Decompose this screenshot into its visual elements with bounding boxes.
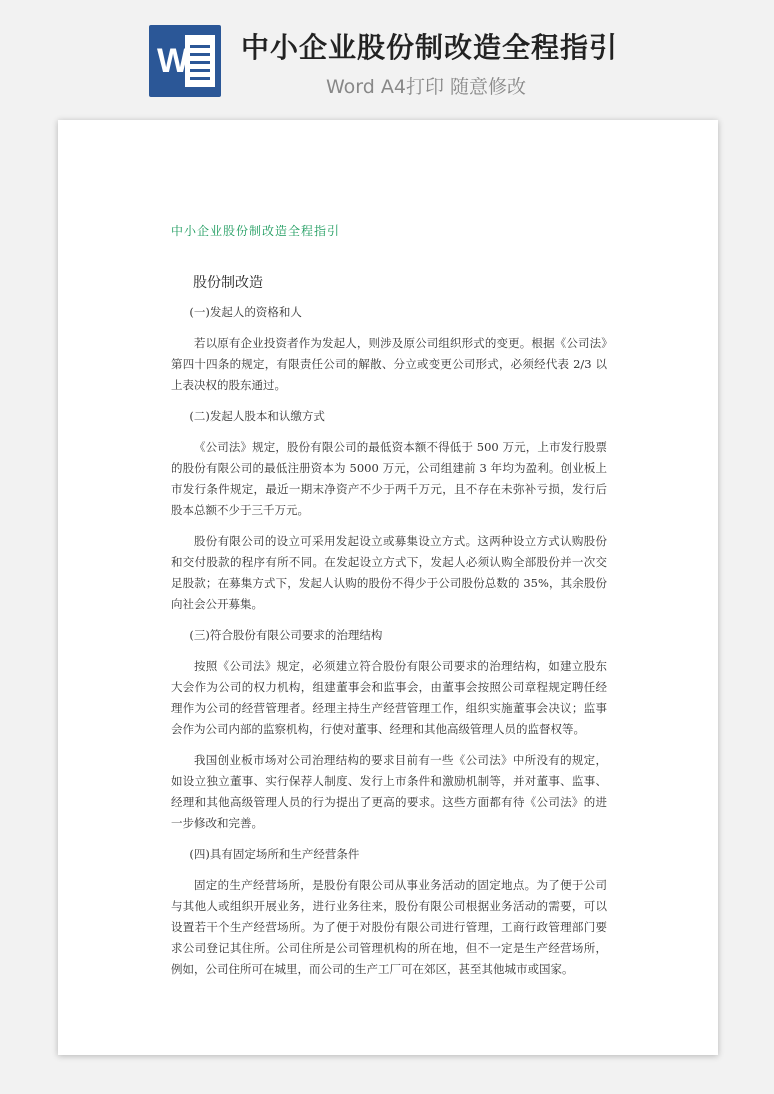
paragraph: 若以原有企业投资者作为发起人，则涉及原公司组织形式的变更。根据《公司法》第四十四条的规定，有限责任公司的解散、分立或变更公司形式，必须经代表 2/3 以上表决权的股东通过。	[171, 336, 607, 392]
word-icon-page	[185, 35, 215, 87]
paragraph: 股份有限公司的设立可采用发起设立或募集设立方式。这两种设立方式认购股份和交付股款的程序有所不同。在发起设立方式下，发起人必须认购全部股份并一次交足股款；在募集方式下，发起人认购的股份不得少于公司股份总数的 35%，其余股份向社会公开募集。	[171, 534, 607, 611]
subsection-heading: (三)符合股份有限公司要求的治理结构	[189, 628, 383, 642]
subsection-heading: (四)具有固定场所和生产经营条件	[189, 847, 360, 861]
page-title: 中小企业股份制改造全程指引	[241, 31, 619, 64]
document-page	[58, 120, 718, 1055]
paragraph: 按照《公司法》规定，必须建立符合股份有限公司要求的治理结构，如建立股东大会作为公司的权力机构，组建董事会和监事会，由董事会按照公司章程规定聘任经理作为公司的经营管理者。经理主持生产经营管理工作，组织实施董事会决议；监事会作为公司内部的监察机构，行使对董事、经理和其他高级管理人员的监督权等。	[171, 659, 607, 736]
page-subtitle: Word A4打印 随意修改	[326, 76, 527, 98]
paragraph: 固定的生产经营场所，是股份有限公司从事业务活动的固定地点。为了便于公司与其他人或组织开展业务，进行业务往来，股份有限公司根据业务活动的需要，可以设置若干个生产经营场所。为了便于对股份有限公司进行管理，工商行政管理部门要求公司登记其住所。公司住所是公司管理机构的所在地，但不一定是生产经营场所，例如，公司住所可在城里，而公司的生产工厂可在郊区，甚至其他城市或国家。	[171, 878, 607, 976]
word-icon-letter: W	[157, 42, 190, 80]
paragraph: 《公司法》规定，股份有限公司的最低资本额不得低于 500 万元，上市发行股票的股份有限公司的最低注册资本为 5000 万元，公司组建前 3 年均为盈利。创业板上市发行条件规定，最近一期末净资产不少于两千万元，且不存在未弥补亏损，发行后股本总额不少于三千万元。	[171, 440, 607, 517]
subsection-heading: (二)发起人股本和认缴方式	[189, 409, 325, 423]
subsection-heading: (一)发起人的资格和人	[189, 305, 302, 319]
page-header	[0, 0, 774, 118]
section-title: 股份制改造	[193, 275, 263, 291]
document-heading: 中小企业股份制改造全程指引	[171, 224, 341, 238]
word-icon	[149, 25, 221, 97]
paragraph: 我国创业板市场对公司治理结构的要求目前有一些《公司法》中所没有的规定，如设立独立董事、实行保荐人制度、发行上市条件和激励机制等，并对董事、监事、经理和其他高级管理人员的行为提出了更高的要求。这些方面都有待《公司法》的进一步修改和完善。	[171, 753, 607, 830]
document-body	[171, 302, 607, 990]
